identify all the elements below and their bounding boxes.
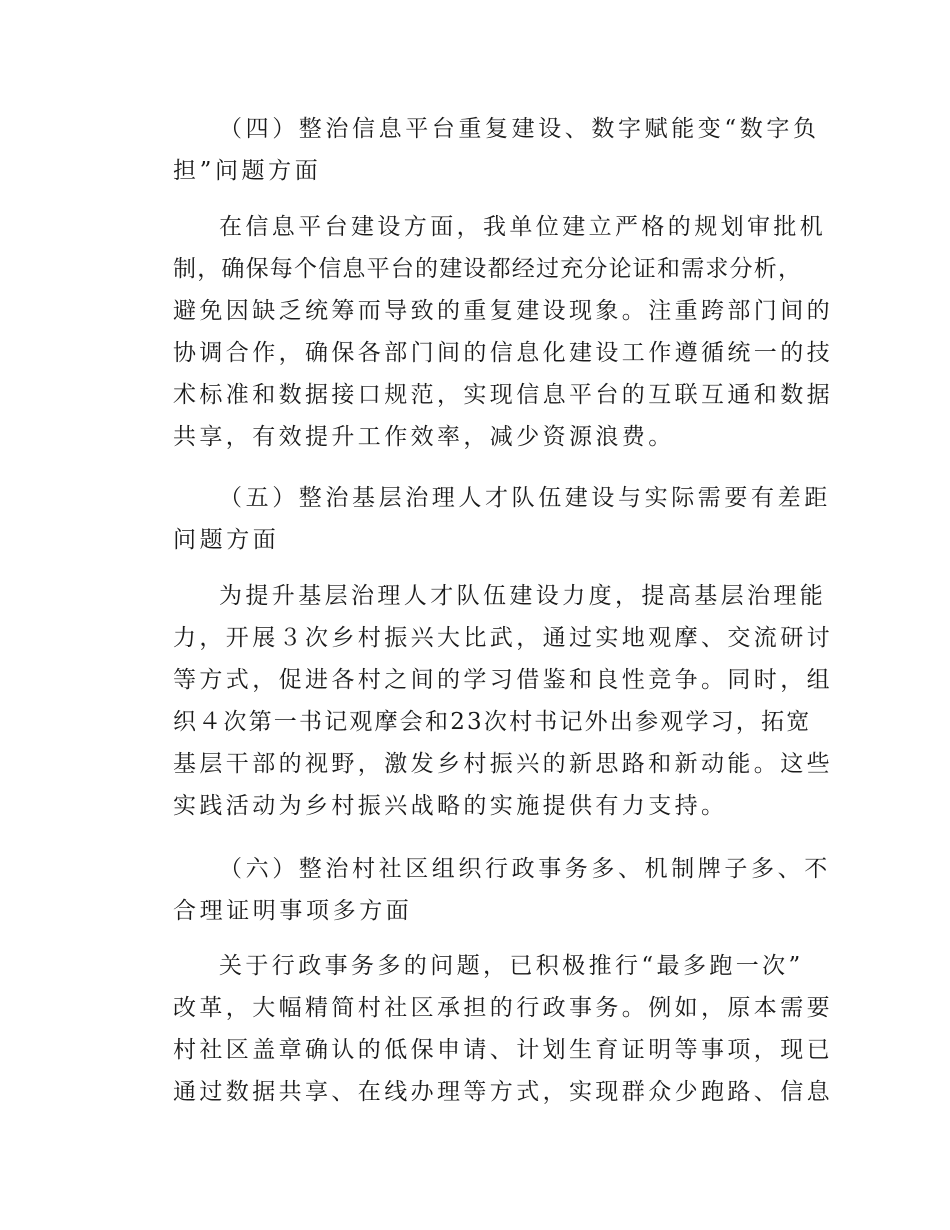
paragraph-line: 术标准和数据接口规范，实现信息平台的互联互通和数据: [173, 382, 833, 408]
paragraph-line: 基层干部的视野，激发乡村振兴的新思路和新动能。这些: [173, 751, 833, 777]
paragraph-line: 等方式，促进各村之间的学习借鉴和良性竞争。同时，组: [173, 667, 833, 693]
heading-line: （五）整治基层治理人才队伍建设与实际需要有差距: [219, 485, 831, 511]
paragraph-line: 避免因缺乏统筹而导致的重复建设现象。注重跨部门间的: [173, 298, 833, 324]
section-5-heading: [173, 477, 831, 561]
paragraph-line: 改革，大幅精简村社区承担的行政事务。例如，原本需要: [173, 995, 833, 1021]
paragraph-line: 在信息平台建设方面，我单位建立严格的规划审批机: [219, 214, 827, 240]
paragraph-line: 为提升基层治理人才队伍建设力度，提高基层治理能: [219, 583, 827, 609]
paragraph-line: 制，确保每个信息平台的建设都经过充分论证和需求分析，: [173, 256, 803, 282]
section-6-paragraph: [173, 945, 833, 1113]
paragraph-line: 力，开展３次乡村振兴大比武，通过实地观摩、交流研讨: [173, 625, 833, 651]
section-4-paragraph: [173, 206, 833, 458]
paragraph-line: 协调合作，确保各部门间的信息化建设工作遵循统一的技: [173, 340, 833, 366]
heading-line: （六）整治村社区组织行政事务多、机制牌子多、不: [219, 856, 831, 882]
paragraph-line: 实践活动为乡村振兴战略的实施提供有力支持。: [173, 793, 728, 819]
heading-line: （四）整治信息平台重复建设、数字赋能变“数字负: [219, 116, 820, 142]
paragraph-line: 共享，有效提升工作效率，减少资源浪费。: [173, 424, 675, 450]
heading-line: 担”问题方面: [173, 158, 322, 184]
section-4-heading: [173, 108, 820, 192]
paragraph-line: 通过数据共享、在线办理等方式，实现群众少跑路、信息: [173, 1079, 833, 1105]
paragraph-line: 村社区盖章确认的低保申请、计划生育证明等事项，现已: [173, 1037, 833, 1063]
paragraph-line: 织４次第一书记观摩会和23次村书记外出参观学习，拓宽: [173, 709, 812, 735]
section-6-heading: [173, 848, 831, 932]
paragraph-line: 关于行政事务多的问题，已积极推行“最多跑一次”: [219, 953, 804, 979]
heading-line: 问题方面: [173, 527, 280, 553]
section-5-paragraph: [173, 575, 833, 827]
heading-line: 合理证明事项多方面: [173, 898, 413, 924]
